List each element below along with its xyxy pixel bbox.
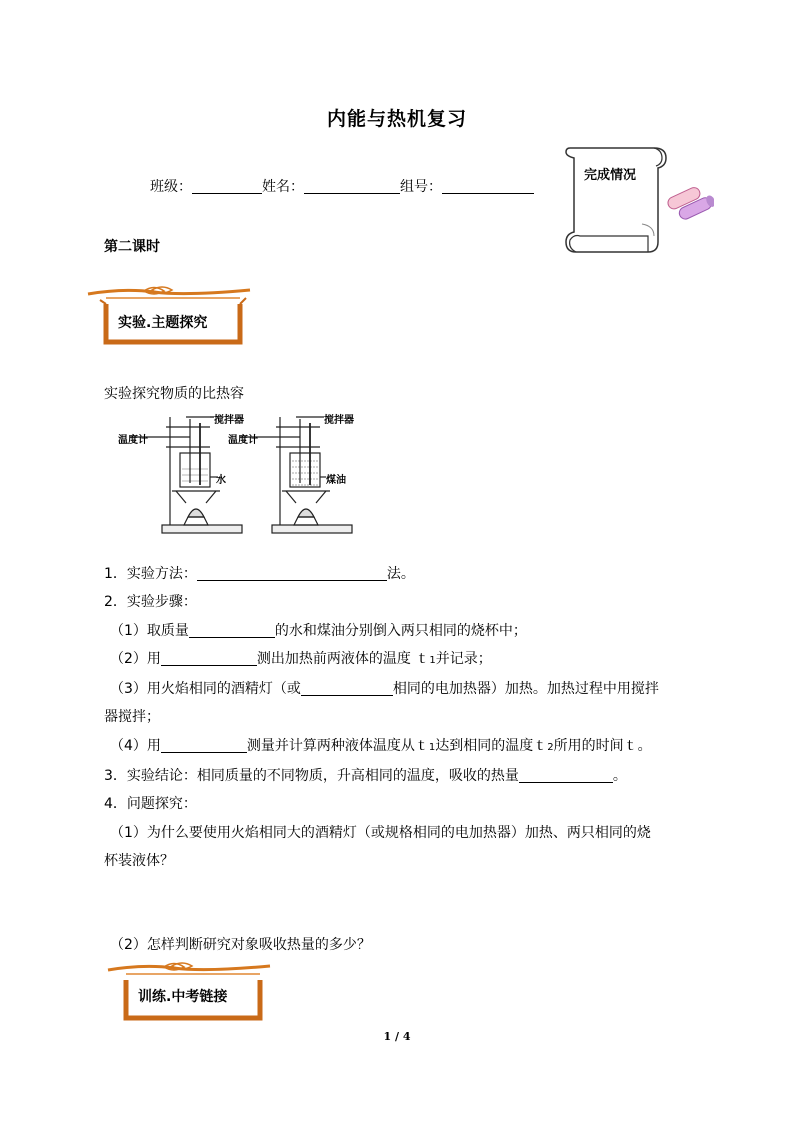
item-method: 1．实验方法： 法。	[104, 566, 415, 582]
question-1: （1）为什么要使用火焰相同大的酒精灯（或规格相同的电加热器）加热、两只相同的烧	[110, 824, 651, 841]
section-banner-experiment	[84, 282, 254, 346]
student-info-fields	[150, 176, 534, 196]
apparatus-figure	[110, 413, 360, 541]
step2-blank[interactable]	[161, 651, 257, 666]
step-4: （4）用 测量并计算两种液体温度从ｔ1达到相同的温度ｔ2所用的时间ｔ。	[110, 737, 652, 754]
question-1-cont: 杯装液体？	[104, 852, 174, 869]
class-label: 班级：	[150, 179, 192, 195]
step-3: （3）用火焰相同的酒精灯（或 相同的电加热器）加热。加热过程中用搅拌	[110, 681, 659, 698]
step3-blank[interactable]	[301, 681, 393, 696]
label-left-liquid: 水	[216, 475, 226, 486]
label-right-thermometer: 温度计	[228, 435, 258, 446]
question-2: （2）怎样判断研究对象吸收热量的多少？	[110, 937, 371, 954]
completion-scroll	[562, 142, 714, 258]
page-title: 内能与热机复习	[326, 108, 467, 130]
section-banner-training	[104, 960, 274, 1024]
page-number: 1 / 4	[383, 1030, 411, 1043]
name-blank[interactable]	[304, 179, 400, 194]
step-2: （2）用 测出加热前两液体的温度 ｔ1并记录；	[110, 650, 492, 667]
group-label: 组号：	[400, 179, 442, 195]
scroll-label: 完成情况	[584, 168, 637, 183]
step4-blank[interactable]	[161, 738, 247, 753]
step1-blank[interactable]	[189, 623, 275, 638]
label-left-stirrer: 搅拌器	[214, 415, 244, 426]
banner-label-experiment: 实验.主题探究	[118, 315, 208, 331]
step-3-cont: 器搅拌；	[104, 709, 160, 726]
item-inquiry: 4．问题探究：	[104, 796, 197, 813]
experiment-intro: 实验探究物质的比热容	[104, 386, 244, 402]
scroll-icon	[562, 142, 714, 258]
answer-space[interactable]	[104, 875, 724, 931]
step-1: （1）取质量 的水和煤油分别倒入两只相同的烧杯中；	[110, 622, 527, 639]
conclusion-blank[interactable]	[519, 768, 613, 783]
lesson-heading: 第二课时	[104, 239, 160, 255]
label-right-liquid: 煤油	[326, 475, 346, 486]
question-body	[104, 560, 724, 960]
method-blank[interactable]	[197, 566, 387, 581]
item-steps: 2．实验步骤：	[104, 594, 197, 611]
name-label: 姓名：	[262, 179, 304, 195]
label-left-thermometer: 温度计	[118, 435, 148, 446]
class-blank[interactable]	[192, 179, 262, 194]
label-right-stirrer: 搅拌器	[324, 415, 354, 426]
group-blank[interactable]	[442, 179, 534, 194]
banner-label-training: 训练.中考链接	[138, 989, 228, 1005]
item-conclusion: 3．实验结论：相同质量的不同物质，升高相同的温度，吸收的热量 。	[104, 768, 627, 785]
